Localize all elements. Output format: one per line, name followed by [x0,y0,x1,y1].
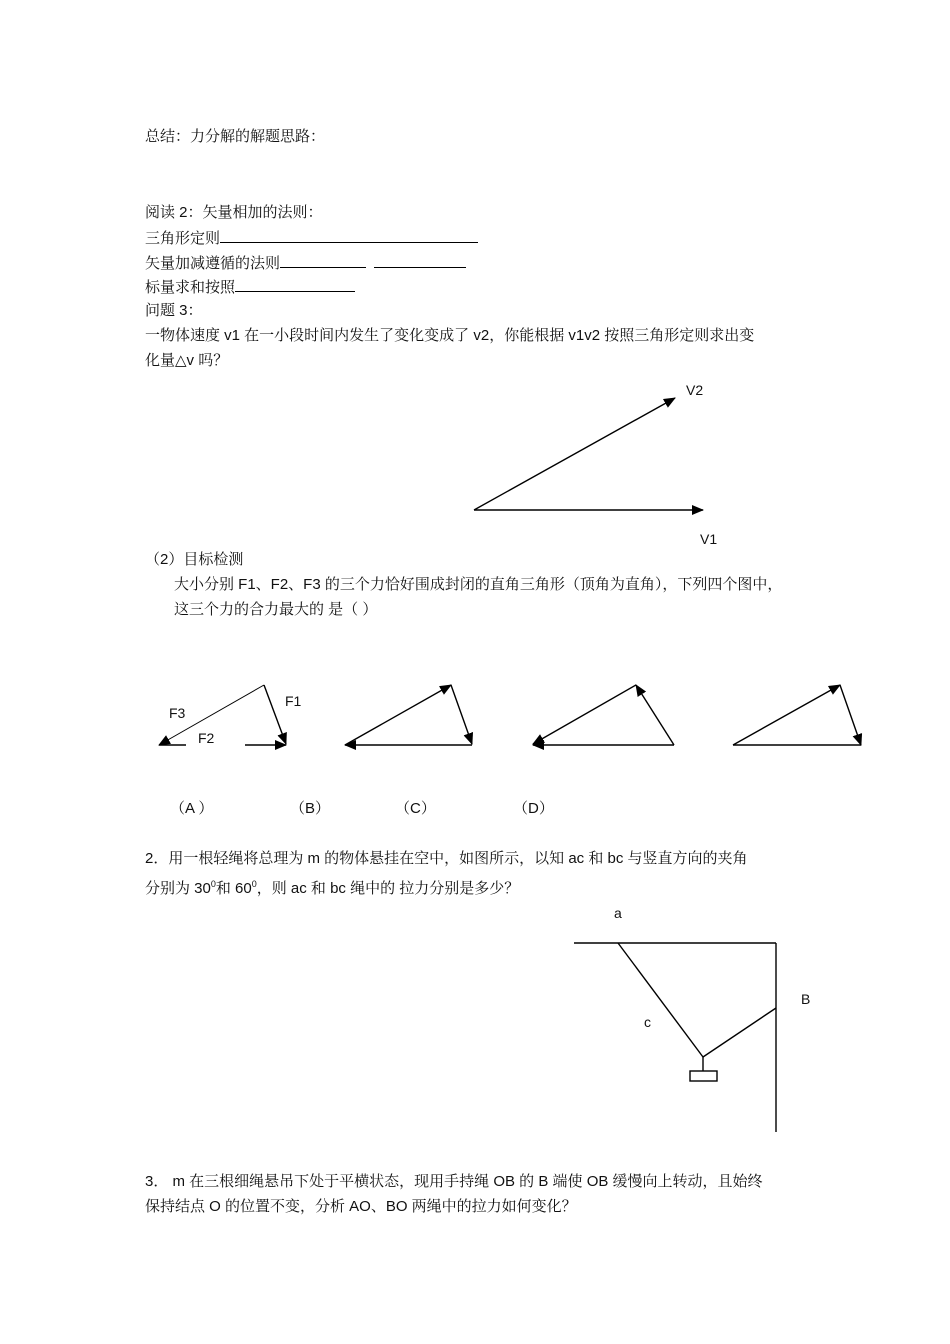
v2-arrow [474,398,675,510]
hanging-mass-diagram [574,905,810,1132]
label-a: a [614,905,622,921]
d-hypotenuse-arrow [733,685,840,745]
v1-label: V1 [700,531,718,547]
c-hypotenuse-arrow [533,685,636,744]
f1-arrow [264,685,286,744]
triangle-option-b [345,685,472,745]
option-a[interactable]: （A ） [170,800,214,817]
vector-rule-label: 矢量加减遵循的法则 [145,255,281,272]
c-short-arrow [636,685,674,745]
question3-line2: 化量△v 吗？ [145,352,229,369]
f3-label: F3 [169,705,186,721]
problem2-line2-c: ，则 ac 和 bc 绳中的 拉力分别是多少？ [256,880,520,897]
option-b[interactable]: （B） [290,800,331,817]
triangle-option-c [533,685,674,745]
d-short-arrow [840,685,861,745]
scalar-rule-label: 标量求和按照 [145,279,236,296]
problem2-line1: 2．用一根轻绳将总理为 m 的物体悬挂在空中，如图所示，以知 ac 和 bc 与竖直方向的夹角 [145,850,748,867]
mass-block [690,1071,717,1081]
f2-label: F2 [198,730,215,746]
v2-label: V2 [686,382,704,398]
option-c[interactable]: （C） [395,800,436,817]
summary-heading: 总结：力分解的解题思路： [145,128,326,145]
question3-line1: 一物体速度 v1 在一小段时间内发生了变化变成了 v2，你能根据 v1v2 按照三角形定则求出变 [145,327,755,344]
degree-sup-a: 0 [210,879,216,889]
rope-ac [618,943,703,1057]
f1-label: F1 [285,693,302,709]
triangle-option-a [159,685,302,746]
target-check-line2: 这三个力的合力最大的 是（ ） [174,601,378,618]
b-hypotenuse-arrow [345,685,451,745]
triangle-option-d [733,685,861,745]
question3-label: 问题 3： [145,302,203,319]
option-d[interactable]: （D） [513,800,554,817]
velocity-vector-diagram [474,382,717,547]
reading2-title: 阅读 2：矢量相加的法则： [145,204,323,221]
label-c: c [644,1014,651,1030]
degree-sup-b: 0 [251,879,257,889]
label-b: B [801,991,811,1007]
b-short-arrow [451,685,472,744]
problem2-line2-b: 和 60 [215,880,252,897]
triangle-rule-label: 三角形定则 [145,230,221,247]
target-check-heading: （2）目标检测 [145,551,244,568]
target-check-line1: 大小分别 F1、F2、F3 的三个力恰好围成封闭的直角三角形（顶角为直角），下列四个图中， [174,576,783,593]
problem2-line2-a: 分别为 30 [145,880,211,897]
problem3-line2: 保持结点 O 的位置不变，分析 AO、BO 两绳中的拉力如何变化？ [145,1198,577,1215]
problem3-line1: 3． m 在三根细绳悬吊下处于平横状态，现用手持绳 OB 的 B 端使 OB 缓慢向上转动，且始终 [145,1173,763,1190]
rope-bc [703,1008,776,1057]
